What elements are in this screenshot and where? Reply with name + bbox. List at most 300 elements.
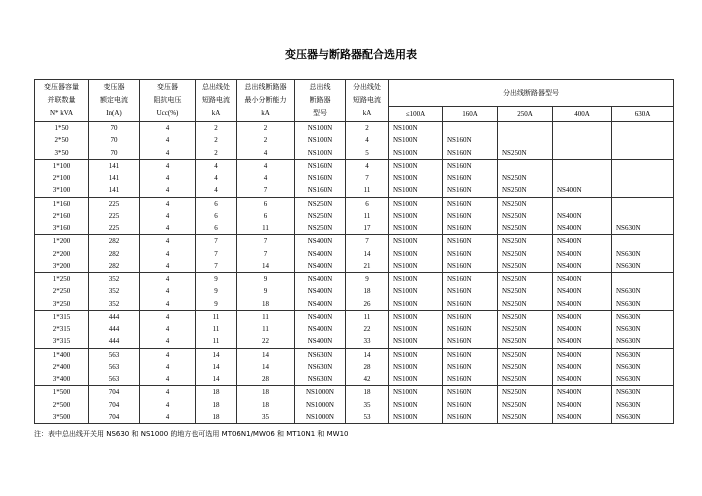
cell-main-short-circuit <box>196 159 237 197</box>
cell-line: NS630N <box>616 362 641 371</box>
cell-line: NS250N <box>502 375 527 383</box>
header-rated-current: 变压器 额定电流 In(A) <box>89 80 140 122</box>
cell-line: NS400N <box>557 350 582 359</box>
cell-capacity <box>35 122 89 160</box>
cell-line <box>616 160 673 172</box>
cell-line <box>502 134 552 146</box>
cell-line <box>616 184 673 196</box>
cell-line: 5 <box>365 148 369 157</box>
cell-main-short-circuit <box>196 386 237 424</box>
cell-line <box>616 172 673 184</box>
cell-line: NS1000N <box>305 400 334 409</box>
cell-line: 14 <box>212 362 220 371</box>
cell-line: NS250N <box>307 211 333 220</box>
cell-line: 2*500 <box>52 400 71 409</box>
cell-line: 18 <box>363 388 371 397</box>
cell-branch-400a <box>553 348 612 386</box>
table-row <box>35 310 674 348</box>
cell-line: 1*500 <box>52 388 71 397</box>
cell-main-breaker-model <box>295 159 346 197</box>
cell-line: 9 <box>263 287 268 296</box>
cell-line: NS250N <box>307 199 333 208</box>
cell-line: NS100N <box>393 325 418 333</box>
header-main-breaking-capacity: 总出线断路器 最小分断能力 kA <box>237 80 295 122</box>
cell-branch-400a <box>553 273 612 311</box>
cell-impedance-voltage <box>140 273 196 311</box>
cell-line: 225 <box>108 211 120 220</box>
cell-line: 9 <box>214 299 218 308</box>
cell-line: NS100N <box>393 287 418 296</box>
cell-main-breaking-capacity <box>237 197 295 235</box>
cell-line: 2*50 <box>54 136 69 145</box>
cell-line: NS100N <box>393 275 418 283</box>
cell-line: 704 <box>108 400 120 409</box>
cell-main-breaker-model <box>295 122 346 160</box>
cell-main-breaker-model <box>295 348 346 386</box>
cell-line: NS400N <box>557 275 582 283</box>
cell-line: 4 <box>165 362 170 371</box>
cell-line: 11 <box>212 337 220 346</box>
cell-main-breaking-capacity <box>237 348 295 386</box>
cell-line: 352 <box>108 299 120 308</box>
breaker-selection-table <box>34 79 674 424</box>
cell-line: NS160N <box>447 186 472 195</box>
cell-line: NS250N <box>502 287 527 296</box>
table-row <box>35 273 674 311</box>
cell-line: 3*50 <box>54 148 69 157</box>
cell-line: 9 <box>263 275 268 283</box>
cell-line: 14 <box>262 261 269 270</box>
cell-impedance-voltage <box>140 386 196 424</box>
cell-line: 4 <box>214 186 218 195</box>
cell-line: NS160N <box>447 224 472 232</box>
cell-line: 4 <box>165 275 170 283</box>
cell-branch-short-circuit <box>346 159 389 197</box>
cell-branch-100a <box>389 235 443 273</box>
table-row <box>35 235 674 273</box>
cell-line: NS100N <box>393 350 418 359</box>
cell-line: 4 <box>165 312 170 321</box>
cell-branch-100a <box>389 386 443 424</box>
cell-line: 3*500 <box>52 412 71 421</box>
cell-main-breaking-capacity <box>237 273 295 311</box>
cell-line: NS160N <box>447 388 472 397</box>
cell-line: 28 <box>262 375 269 383</box>
cell-line: NS160N <box>447 174 472 182</box>
table-row <box>35 386 674 424</box>
cell-line: NS160N <box>447 136 472 145</box>
cell-line: NS630N <box>616 350 641 359</box>
cell-line: NS630N <box>616 388 641 397</box>
cell-line: 1*200 <box>52 237 71 246</box>
cell-line: NS400N <box>557 249 582 258</box>
cell-line: 4 <box>165 124 170 132</box>
cell-line: 11 <box>363 211 371 220</box>
cell-line: NS100N <box>393 161 418 170</box>
cell-line: NS630N <box>307 375 333 383</box>
cell-line: NS160N <box>447 211 472 220</box>
cell-line: NS100N <box>393 211 418 220</box>
cell-line: NS100N <box>393 375 418 383</box>
page-title: 变压器与断路器配合选用表 <box>285 48 417 61</box>
cell-line: 6 <box>214 224 218 232</box>
cell-line: 18 <box>363 287 371 296</box>
cell-line: 1*250 <box>52 275 71 283</box>
cell-main-breaker-model <box>295 273 346 311</box>
cell-line: 33 <box>363 337 371 346</box>
cell-branch-630a <box>612 197 674 235</box>
cell-line: 3*250 <box>52 299 71 308</box>
cell-line: NS630N <box>616 400 641 409</box>
cell-line: 6 <box>214 199 218 208</box>
cell-line: NS250N <box>502 224 527 232</box>
cell-line <box>616 235 673 247</box>
cell-line <box>557 147 611 159</box>
cell-line: 3*100 <box>52 186 71 195</box>
cell-line: NS160N <box>447 199 472 208</box>
cell-line: NS400N <box>557 237 582 246</box>
cell-line: NS160N <box>447 161 472 170</box>
cell-line: 4 <box>165 186 170 195</box>
cell-branch-400a <box>553 386 612 424</box>
cell-line: 26 <box>363 299 371 308</box>
cell-line <box>557 160 611 172</box>
cell-line: NS250N <box>502 211 527 220</box>
cell-line: NS630N <box>616 375 641 383</box>
table-row <box>35 159 674 197</box>
cell-line: 2*400 <box>52 362 71 371</box>
cell-line: NS160N <box>447 261 472 270</box>
cell-line: 1*160 <box>52 199 71 208</box>
cell-line: 7 <box>263 186 268 195</box>
cell-main-breaker-model <box>295 197 346 235</box>
cell-line: NS250N <box>502 275 527 283</box>
cell-line: 3*160 <box>52 224 71 232</box>
cell-line: 70 <box>110 124 118 132</box>
cell-impedance-voltage <box>140 310 196 348</box>
cell-impedance-voltage <box>140 122 196 160</box>
cell-line: 2*200 <box>52 249 71 258</box>
cell-line: NS400N <box>307 337 333 346</box>
cell-line: 4 <box>165 174 170 182</box>
footnote: 注：表中总出线开关用 NS630 和 NS1000 的地方也可选用 MT06N1/MW06 和 MT10N1 和 MW10 <box>34 430 349 438</box>
cell-line: NS1000N <box>305 412 334 421</box>
cell-branch-100a <box>389 348 443 386</box>
cell-line: 9 <box>214 287 218 296</box>
cell-branch-100a <box>389 122 443 160</box>
cell-line: 4 <box>165 375 170 383</box>
cell-branch-250a <box>498 310 553 348</box>
cell-branch-160a <box>443 159 498 197</box>
cell-main-short-circuit <box>196 197 237 235</box>
cell-line: NS100N <box>393 174 418 182</box>
cell-line <box>616 273 673 285</box>
cell-line: NS250N <box>502 261 527 270</box>
cell-line: 4 <box>263 174 268 182</box>
cell-line: 3*200 <box>52 261 71 270</box>
cell-branch-630a <box>612 310 674 348</box>
cell-line: 14 <box>363 350 371 359</box>
cell-line: NS400N <box>557 211 582 220</box>
cell-line: 4 <box>165 136 170 145</box>
cell-line: 4 <box>165 350 170 359</box>
table-row <box>35 122 674 160</box>
cell-rated-current <box>89 273 140 311</box>
cell-line: NS400N <box>307 275 333 283</box>
cell-line: NS160N <box>447 375 472 383</box>
cell-line: NS250N <box>502 312 527 321</box>
cell-line: NS160N <box>447 237 472 246</box>
cell-line: NS630N <box>616 412 641 421</box>
cell-line: NS400N <box>557 287 582 296</box>
cell-line: 4 <box>365 161 369 170</box>
cell-line: 42 <box>363 375 371 383</box>
cell-line: NS400N <box>307 312 333 321</box>
cell-line: NS250N <box>502 362 527 371</box>
cell-line: 282 <box>108 249 120 258</box>
header-main-breaker-model: 总出线 断路器 型号 <box>295 80 346 122</box>
cell-line: 444 <box>108 312 120 321</box>
cell-line <box>616 210 673 222</box>
cell-line: 18 <box>262 299 269 308</box>
cell-main-breaking-capacity <box>237 310 295 348</box>
cell-line: 2 <box>365 124 369 132</box>
cell-line: NS250N <box>502 350 527 359</box>
cell-line: NS160N <box>447 325 472 333</box>
cell-line: 4 <box>165 337 170 346</box>
header-branch-short-circuit: 分出线处 短路电流 kA <box>346 80 389 122</box>
cell-line: NS160N <box>447 249 472 258</box>
cell-branch-160a <box>443 310 498 348</box>
cell-line: NS100N <box>307 148 333 157</box>
cell-line: 21 <box>363 261 371 270</box>
cell-line: 28 <box>363 362 371 371</box>
cell-line: 9 <box>214 275 218 283</box>
cell-branch-100a <box>389 197 443 235</box>
cell-line: 9 <box>365 275 369 283</box>
cell-line: 7 <box>365 174 369 182</box>
cell-line: NS160N <box>307 186 333 195</box>
cell-line: NS400N <box>307 237 333 246</box>
cell-line: NS630N <box>616 312 641 321</box>
cell-line: NS400N <box>307 325 333 333</box>
cell-rated-current <box>89 348 140 386</box>
cell-line: NS400N <box>307 249 333 258</box>
cell-line: NS100N <box>393 299 418 308</box>
cell-line: NS250N <box>502 174 527 182</box>
cell-line: 444 <box>108 337 120 346</box>
cell-line: 18 <box>212 412 220 421</box>
cell-line: NS100N <box>393 261 418 270</box>
cell-branch-160a <box>443 273 498 311</box>
cell-line: 2*160 <box>52 211 71 220</box>
cell-line: 7 <box>214 261 218 270</box>
cell-line: 7 <box>365 237 369 246</box>
cell-line: 4 <box>165 148 170 157</box>
cell-line: 4 <box>214 161 218 170</box>
cell-line: NS160N <box>447 312 472 321</box>
cell-branch-630a <box>612 348 674 386</box>
cell-main-short-circuit <box>196 122 237 160</box>
cell-impedance-voltage <box>140 197 196 235</box>
cell-line: NS160N <box>307 161 333 170</box>
cell-line: 11 <box>262 224 269 232</box>
cell-line: 4 <box>165 412 170 421</box>
cell-line: 6 <box>214 211 218 220</box>
cell-line: NS400N <box>557 312 582 321</box>
cell-line: 4 <box>165 400 170 409</box>
cell-branch-100a <box>389 273 443 311</box>
cell-line: 2*100 <box>52 174 71 182</box>
cell-line: NS400N <box>307 299 333 308</box>
cell-line: NS160N <box>447 287 472 296</box>
cell-line: NS100N <box>393 199 418 208</box>
cell-line: 70 <box>110 148 118 157</box>
cell-capacity <box>35 235 89 273</box>
cell-branch-250a <box>498 197 553 235</box>
cell-line <box>557 198 611 210</box>
cell-line <box>616 122 673 134</box>
cell-line: NS100N <box>393 362 418 371</box>
cell-line: 141 <box>108 174 120 182</box>
cell-line: 2 <box>263 136 268 145</box>
cell-line: NS250N <box>502 186 527 195</box>
cell-line: 4 <box>165 388 170 397</box>
cell-line: 444 <box>108 325 120 333</box>
cell-main-short-circuit <box>196 310 237 348</box>
cell-rated-current <box>89 386 140 424</box>
cell-line: NS630N <box>616 337 641 346</box>
cell-line <box>557 172 611 184</box>
cell-branch-250a <box>498 159 553 197</box>
cell-main-breaking-capacity <box>237 122 295 160</box>
cell-line: 2 <box>214 136 218 145</box>
cell-line: NS160N <box>447 362 472 371</box>
cell-line: NS160N <box>447 337 472 346</box>
cell-rated-current <box>89 197 140 235</box>
cell-capacity <box>35 273 89 311</box>
cell-branch-400a <box>553 310 612 348</box>
cell-line <box>557 122 611 134</box>
cell-line: 4 <box>165 161 170 170</box>
cell-line: 11 <box>363 312 371 321</box>
cell-line: 18 <box>212 388 220 397</box>
cell-line: NS160N <box>447 299 472 308</box>
cell-line: NS630N <box>616 325 641 333</box>
table-row <box>35 348 674 386</box>
cell-capacity <box>35 348 89 386</box>
cell-line: 18 <box>212 400 220 409</box>
cell-line: 1*100 <box>52 161 71 170</box>
cell-branch-short-circuit <box>346 386 389 424</box>
cell-line: 11 <box>363 186 371 195</box>
cell-line: 14 <box>212 350 220 359</box>
cell-line: 4 <box>165 211 170 220</box>
cell-branch-400a <box>553 122 612 160</box>
cell-main-breaking-capacity <box>237 235 295 273</box>
cell-line: 7 <box>214 249 218 258</box>
cell-line: 352 <box>108 287 120 296</box>
cell-line: NS630N <box>307 350 333 359</box>
cell-line: 18 <box>262 400 269 409</box>
cell-line: NS100N <box>393 237 418 246</box>
cell-line: 563 <box>108 362 120 371</box>
cell-line: 225 <box>108 224 120 232</box>
cell-line: 14 <box>212 375 220 383</box>
cell-line: NS160N <box>307 174 333 182</box>
cell-line: 7 <box>263 237 268 246</box>
cell-branch-630a <box>612 386 674 424</box>
cell-branch-630a <box>612 122 674 160</box>
cell-branch-short-circuit <box>346 235 389 273</box>
cell-line: NS100N <box>307 136 333 145</box>
cell-line: NS630N <box>616 299 641 308</box>
cell-line: 11 <box>212 325 220 333</box>
cell-line: NS400N <box>307 287 333 296</box>
cell-line: 563 <box>108 375 120 383</box>
cell-branch-400a <box>553 235 612 273</box>
cell-branch-630a <box>612 273 674 311</box>
cell-line: 4 <box>165 199 170 208</box>
cell-line: 704 <box>108 412 120 421</box>
cell-line: NS1000N <box>305 388 334 397</box>
cell-line: NS250N <box>502 325 527 333</box>
cell-branch-160a <box>443 386 498 424</box>
cell-line: 6 <box>365 199 369 208</box>
cell-line <box>616 198 673 210</box>
cell-line: 1*315 <box>52 312 71 321</box>
cell-branch-630a <box>612 235 674 273</box>
cell-main-breaking-capacity <box>237 159 295 197</box>
cell-branch-250a <box>498 386 553 424</box>
cell-capacity <box>35 386 89 424</box>
cell-line: NS250N <box>502 337 527 346</box>
table-body <box>35 122 674 424</box>
cell-capacity <box>35 197 89 235</box>
cell-line: NS250N <box>502 299 527 308</box>
cell-rated-current <box>89 159 140 197</box>
cell-line: 2*315 <box>52 325 71 333</box>
cell-line <box>447 122 497 134</box>
cell-line: NS400N <box>557 400 582 409</box>
cell-line <box>616 134 673 146</box>
cell-rated-current <box>89 310 140 348</box>
cell-line: 141 <box>108 186 120 195</box>
header-capacity: 变压器容量 并联数量 N* kVA <box>35 80 89 122</box>
cell-line: NS400N <box>557 261 582 270</box>
cell-line: 14 <box>262 350 269 359</box>
cell-branch-400a <box>553 197 612 235</box>
cell-line: NS250N <box>502 199 527 208</box>
cell-branch-250a <box>498 122 553 160</box>
cell-line: 4 <box>263 148 268 157</box>
header-main-short-circuit: 总出线处 短路电流 kA <box>196 80 237 122</box>
cell-line: 7 <box>214 237 218 246</box>
cell-line: NS100N <box>307 124 333 132</box>
cell-branch-630a <box>612 159 674 197</box>
cell-line <box>502 160 552 172</box>
cell-line: NS630N <box>616 249 641 258</box>
cell-line: 282 <box>108 237 120 246</box>
cell-line: NS100N <box>393 337 418 346</box>
cell-impedance-voltage <box>140 235 196 273</box>
cell-line: NS160N <box>447 400 472 409</box>
cell-branch-400a <box>553 159 612 197</box>
cell-line: NS100N <box>393 388 418 397</box>
cell-line: NS400N <box>307 261 333 270</box>
cell-line: NS100N <box>393 136 418 145</box>
header-branch-100a: ≤100A <box>389 107 443 122</box>
